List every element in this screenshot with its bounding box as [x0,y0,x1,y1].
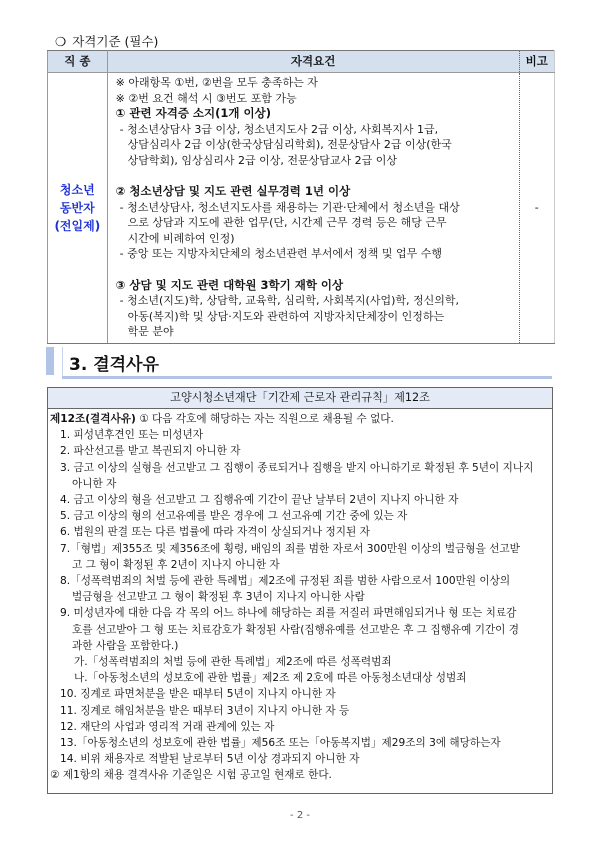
requirement-title: ① 관련 자격증 소지(1개 이상) [115,106,271,120]
disqualification-box [47,387,553,794]
list-item-continued: 고 그 형이 확정된 후 2년이 지나지 아니한 자 [72,558,280,571]
header-requirements: 자격요건 [107,51,519,73]
table-row [48,73,555,344]
section-heading [46,347,551,377]
job-type-cell [48,73,108,344]
list-item-continued: 호를 선고받아 그 형 또는 치료감호가 확정된 사람(집행유예를 선고받은 후 그 집행유예 기간이 경 [72,623,520,636]
header-job-type: 직 종 [48,51,108,73]
disqualification-caption: 고양시청소년재단「기간제 근로자 관리규칙」제12조 [48,388,552,409]
article-intro [50,411,548,427]
list-item: 9. 미성년자에 대한 다음 각 목의 어느 하나에 해당하는 죄를 저질러 파면해임되거나 형 또는 치료감 [60,607,517,620]
job-line-3: (전일제) [54,218,101,233]
article-intro-text: ① 다음 각호에 해당하는 자는 직원으로 채용될 수 없다. [135,413,394,425]
requirement-detail: 학문 분야 [127,325,174,338]
list-item-continued: 과한 사람을 포함한다.) [72,639,179,652]
article-title: 제12조(결격사유) [50,413,136,425]
requirement-note: ※ 아래항목 ①번, ②번을 모두 충족하는 자 [115,76,318,89]
requirement-detail: - 청소년상담사, 청소년지도사를 채용하는 기관·단체에서 청소년을 대상 [119,200,460,214]
qualification-section-label [55,32,158,50]
list-item-continued: 아니한 자 [72,477,117,490]
requirement-detail: 상담학회), 임상심리사 2급 이상, 전문상담교사 2급 이상 [127,153,398,167]
requirement-detail: - 청소년상담사 3급 이상, 청소년지도사 2급 이상, 사회복지사 1급, [119,122,439,136]
requirement-detail: 아동(복지)학 및 상담·지도와 관련하여 지방자치단체장이 인정하는 [127,309,445,323]
requirement-title: ② 청소년상담 및 지도 관련 실무경력 1년 이상 [115,184,351,198]
heading-divider [62,347,63,377]
requirement-detail: - 청소년(지도)학, 상담학, 교육학, 심리학, 사회복지(사업)학, 정신의학, [119,294,460,307]
list-item: 14. 비위 채용자로 적발된 날로부터 5년 이상 경과되지 아니한 자 [60,753,360,766]
list-item: 2. 파산선고를 받고 복권되지 아니한 자 [60,445,241,458]
list-item: 12. 재단의 사업과 영리적 거래 관계에 있는 자 [60,720,275,733]
requirement-detail: 으로 상담과 지도에 관한 업무(단, 시간제 근무 경력 등은 해당 근무 [127,216,447,229]
requirement-title: ③ 상담 및 지도 관련 대학원 3학기 재학 이상 [115,277,344,292]
requirements-cell [107,73,519,344]
requirement-detail: 상담심리사 2급 이상(한국상담심리학회), 전문상담사 2급 이상(한국 [127,138,452,151]
list-item: 10. 징계로 파면처분을 받은 때부터 5년이 지나지 아니한 자 [60,688,336,701]
sub-list-item: 가.「성폭력범죄의 처벌 등에 관한 특례법」제2조에 따른 성폭력범죄 [74,656,392,669]
qualification-label-text: 자격기준 (필수) [72,34,159,49]
qualification-table [47,50,555,344]
list-item: 6. 법원의 판결 또는 다른 법률에 따라 자격이 상실되거나 정지된 자 [60,526,370,539]
requirement-note: ※ ②번 요건 해석 시 ③번도 포함 가능 [115,91,297,105]
requirement-detail: 시간에 비례하여 인정) [127,231,235,245]
list-item: 11. 징계로 해임처분을 받은 때부터 3년이 지나지 아니한 자 등 [60,704,350,717]
disqualification-body [48,409,552,784]
list-item: 13.「아동청소년의 성보호에 관한 법률」제56조 또는「아동복지법」제29조의 3에 해당하는자 [60,737,501,750]
list-item: 4. 금고 이상의 형을 선고받고 그 집행유예 기간이 끝난 날부터 2년이 지나지 아니한 자 [60,494,459,507]
header-remarks: 비고 [519,51,554,73]
list-item: 5. 금고 이상의 형의 선고유예를 받은 경우에 그 선고유예 기간 중에 있는 자 [60,510,408,523]
table-header-row [48,51,555,73]
sub-list-item: 나.「아동청소년의 성보호에 관한 법률」제2조 제 2호에 따른 아동청소년대상 성범죄 [74,672,467,685]
section-title: 3. 결격사유 [69,355,159,375]
list-item: 3. 금고 이상의 실형을 선고받고 그 집행이 종료되거나 집행을 받지 아니하기로 확정된 후 5년이 지나지 [60,461,534,474]
closing-clause: ② 제1항의 채용 결격사유 기준일은 시험 공고일 현재로 한다. [50,769,332,782]
page-number: - 2 - [290,810,310,821]
job-line-2: 동반자 [59,200,95,215]
job-line-1: 청소년 [59,182,95,197]
heading-underline [62,376,552,379]
heading-accent-bar [46,347,54,375]
list-item-continued: 벌금형을 선고받고 그 형이 확정된 후 3년이 지나지 아니한 사람 [72,591,365,604]
list-item: 8.「성폭력범죄의 처벌 등에 관한 특례법」제2조에 규정된 죄를 범한 사람으로서 100만원 이상의 [60,575,511,588]
remarks-cell: - [519,73,554,344]
circle-bullet-icon: ❍ [55,34,67,49]
list-item: 7.「형법」제355조 및 제356조에 횡령, 배임의 죄를 범한 자로서 300만원 이상의 벌금형을 선고받 [60,542,520,555]
requirement-detail: - 중앙 또는 지방자치단체의 청소년관련 부서에서 정책 및 업무 수행 [119,247,442,260]
list-item: 1. 피성년후견인 또는 미성년자 [60,429,204,442]
